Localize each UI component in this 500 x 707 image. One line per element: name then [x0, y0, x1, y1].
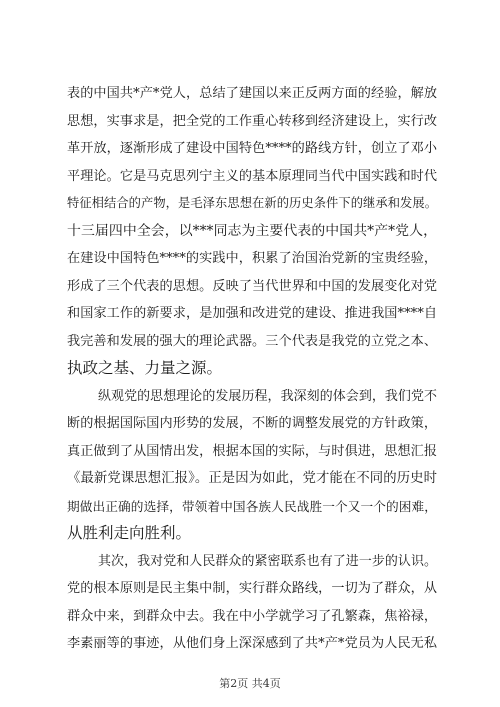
text-line: 断的根据国际国内形势的发展，不断的调整发展党的方针政策， [67, 416, 437, 431]
text-line: 党的根本原则是民主集中制，实行群众路线，一切为了群众，从 [67, 581, 437, 596]
text-line: 我完善和发展的强大的理论武器。三个代表是我党的立党之本、 [67, 333, 437, 349]
paragraph-3 [67, 548, 437, 658]
text-line: 革开放，逐渐形成了建设中国特色****的路线方针，创立了邓小 [67, 141, 437, 156]
text-line: 特征相结合的产物，是毛泽东思想在新的历史条件下的继承和发展。 [67, 196, 437, 210]
text-line: 在建设中国特色****的实践中，积累了治国治党新的宝贵经验， [67, 251, 437, 266]
document-body [67, 80, 437, 658]
text-line: 执政之基、力量之源。 [67, 359, 223, 377]
paragraph-2 [67, 383, 437, 548]
paragraph-1 [67, 80, 437, 383]
text-line: 从胜利走向胜利。 [67, 524, 192, 542]
page-number-footer: 第2页 共4页 [219, 677, 281, 690]
text-line: 表的中国共*产*党人，总结了建国以来正反两方面的经验，解放 [67, 86, 437, 101]
text-line: 李素丽等的事迹，从他们身上深深感到了共*产*党员为人民无私 [67, 636, 437, 651]
text-line: 思想，实事求是，把全党的工作重心转移到经济建设上，实行改 [67, 113, 437, 129]
text-line: 真正做到了从国情出发，根据本国的实际，与时俱进，思想汇报 [67, 443, 437, 459]
text-line: 纵观党的思想理论的发展历程，我深刻的体会到，我们党不 [98, 388, 437, 404]
text-line: 平理论。它是马克思列宁主义的基本原理同当代中国实践和时代 [67, 168, 437, 184]
text-line: 《最新党课思想汇报》。正是因为如此，党才能在不同的历史时 [67, 471, 437, 486]
text-line: 十三届四中全会，以***同志为主要代表的中国共*产*党人， [67, 222, 437, 239]
text-line: 其次，我对党和人民群众的紧密联系也有了进一步的认识。 [98, 553, 437, 569]
text-line: 期做出正确的选择，带领着中国各族人民战胜一个又一个的困难， [67, 498, 437, 514]
text-line: 和国家工作的新要求，是加强和改进党的建设、推进我国****自 [67, 306, 437, 321]
text-line: 形成了三个代表的思想。反映了当代世界和中国的发展变化对党 [67, 278, 437, 294]
text-line: 群众中来，到群众中去。我在中小学就学习了孔繁森，焦裕禄， [67, 608, 437, 624]
